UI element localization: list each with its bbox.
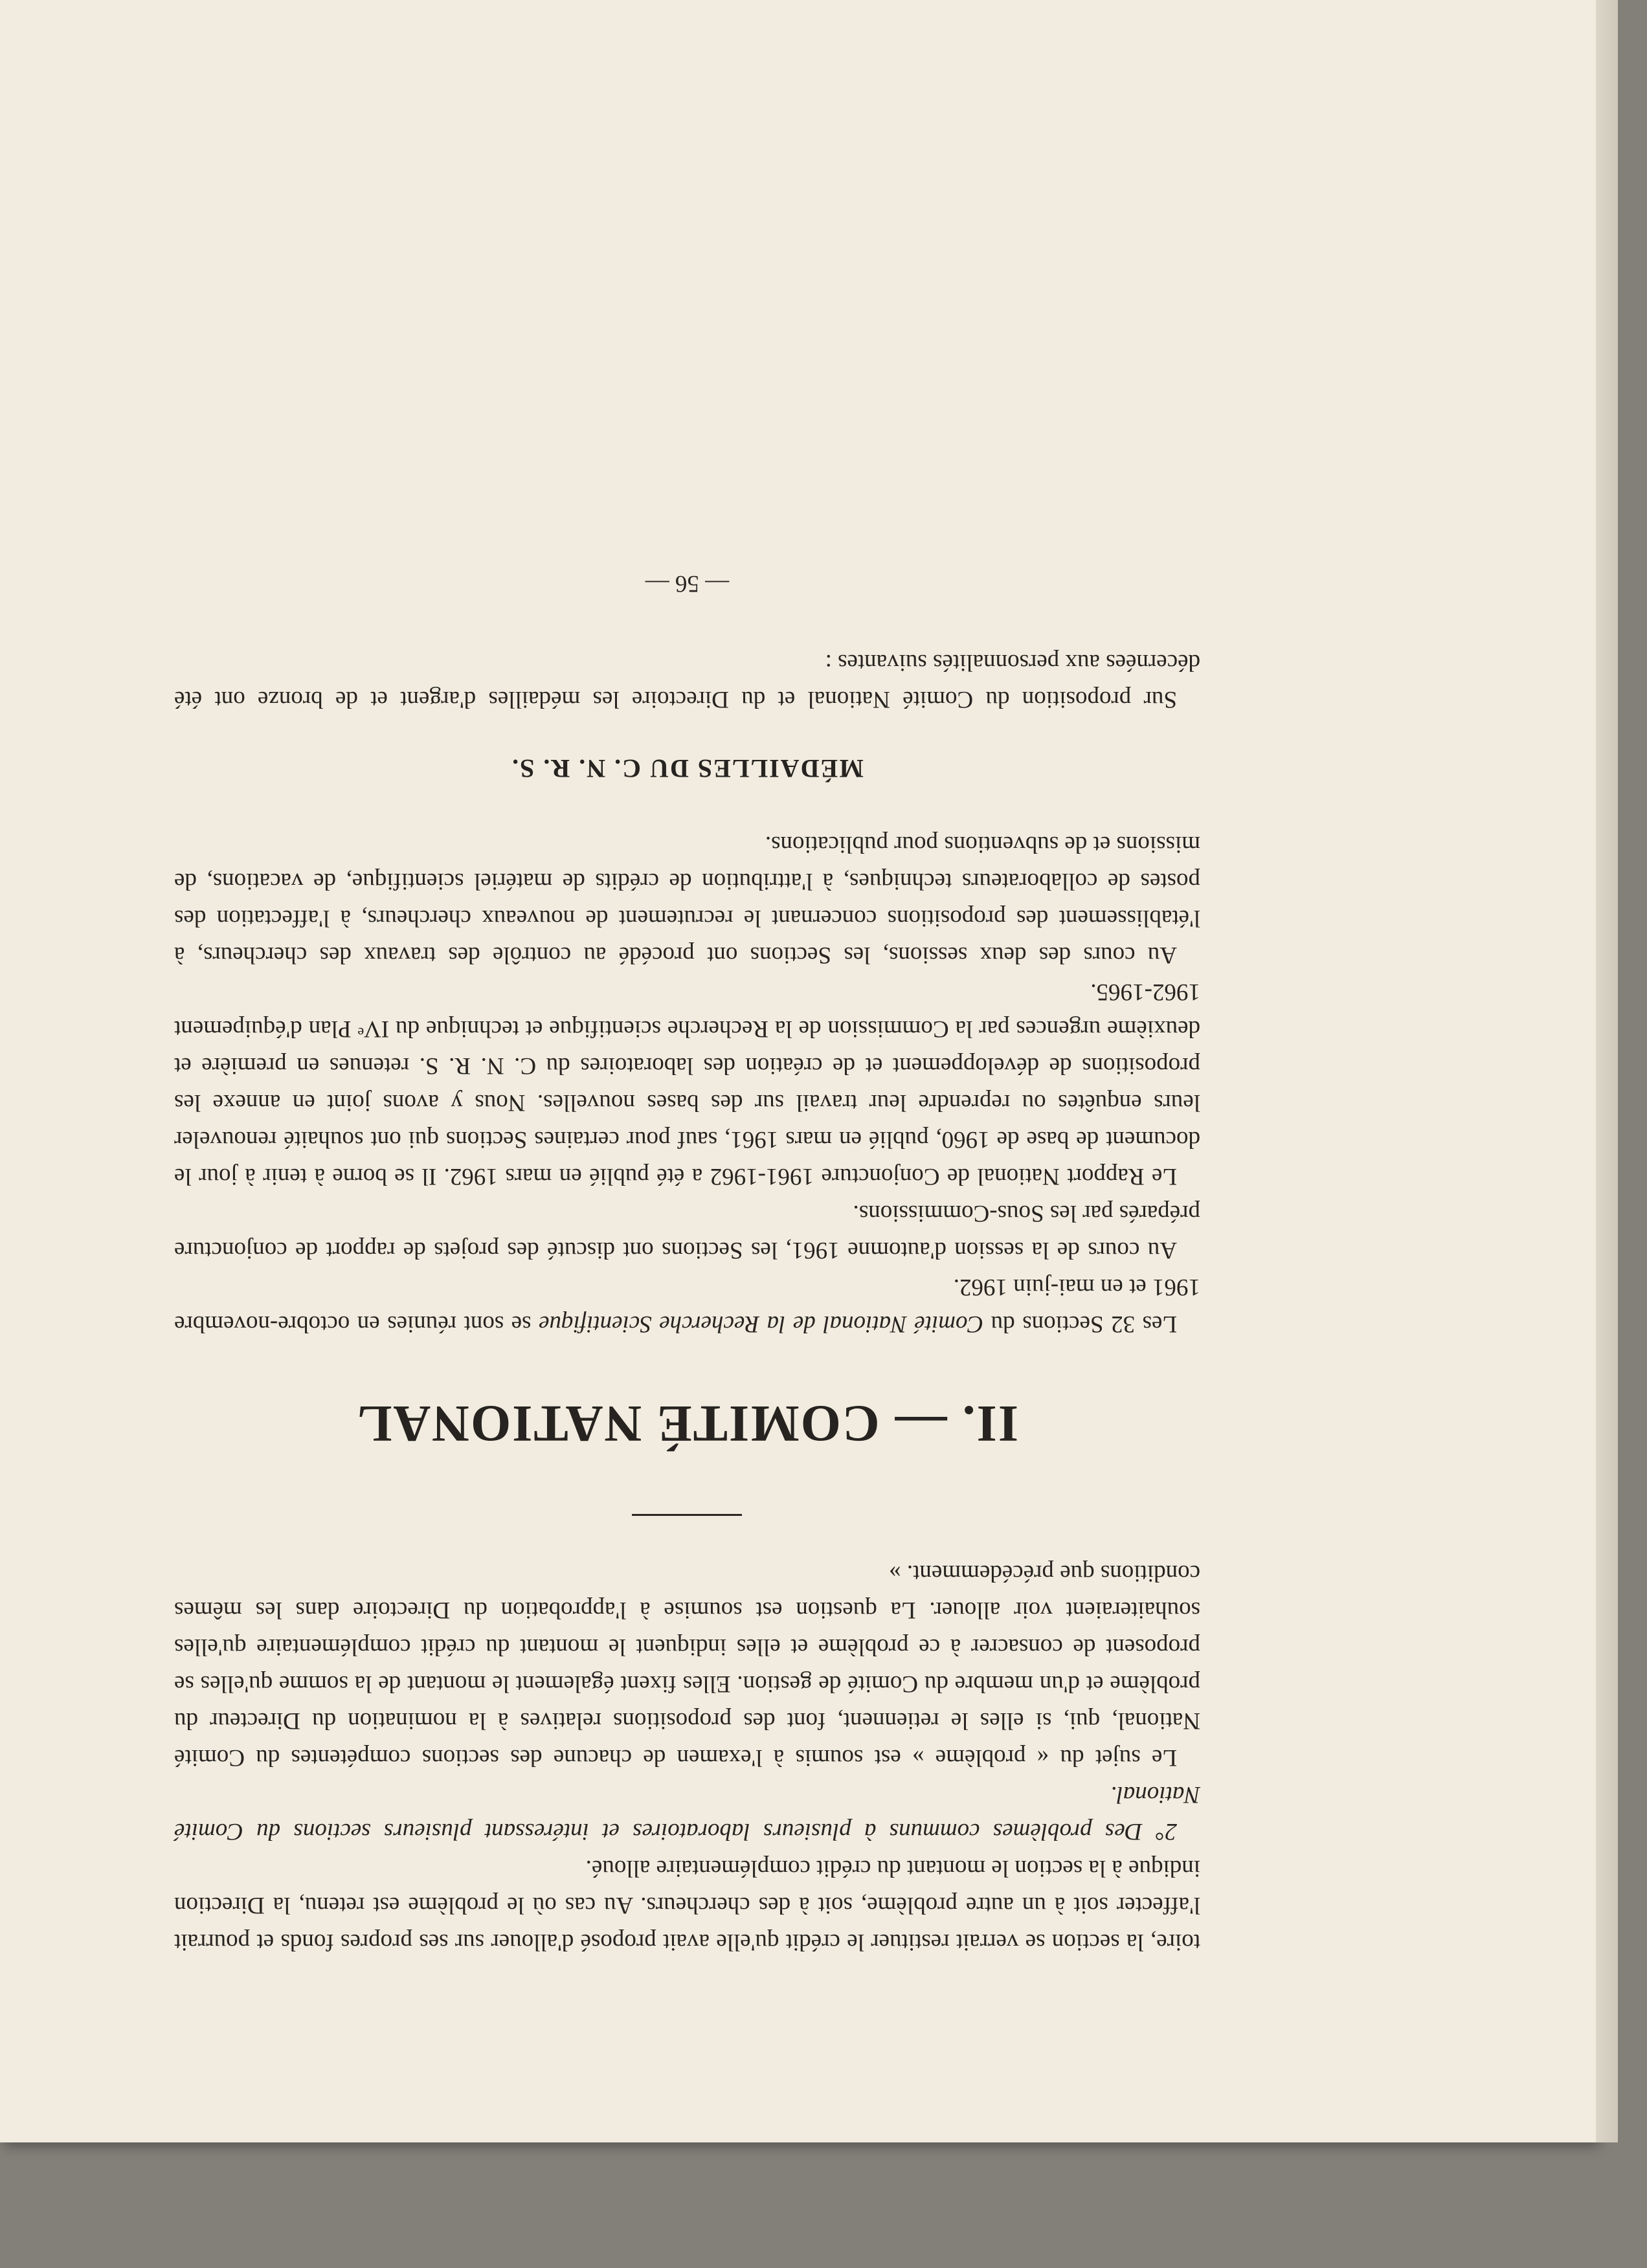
text-run-italic: Comité National de la Recherche Scientifique [539, 1311, 984, 1337]
paragraph [174, 1269, 1200, 1342]
text-run: se sont réunies en octobre-novembre 1961 et en mai-juin 1962. [174, 1274, 1200, 1337]
paragraph-continuation: toire, la section se verrait restituer le crédit qu'elle avait proposé d'allouer sur ses propres fonds et pourrait l'affecter soit à un autre problème, soit à des chercheurs. Au cas où le problème est retenu, la Direction indique à la section le montant du crédit complémentaire alloué. [174, 1855, 1200, 1955]
paragraph: Sur proposition du Comité National et du Directoire les médailles d'argent et de bronze ont été décernées aux personnalités suivantes : [174, 649, 1200, 713]
paragraph-heading-italic: 2° Des problèmes communs à plusieurs laboratoires et intéressant plusieurs sections du Comité National. [174, 1781, 1200, 1845]
text-run: Les 32 Sections du [983, 1311, 1177, 1337]
page-number: — 56 — [645, 570, 730, 597]
section-title: II. — COMITÉ NATIONAL [356, 1395, 1018, 1452]
subsection-title: MÉDAILLES DU C. N. R. S. [511, 754, 864, 783]
paragraph: Le Rapport National de Conjoncture 1961-1962 a été publié en mars 1962. Il se borne à tenir à jour le document de base de 1960, publié en mars 1961, sauf pour certaines Sections qui ont souhaité renouveler leurs enquêtes ou reprendre leur travail sur des bases nouvelles. Nous y avons joint en annexe les propositions de développement et de création des laboratoires du C. N. R. S. retenues en première et deuxième urgences par la Commission de la Recherche scientifique et technique du IVᵉ Plan d'équipement 1962-1965. [174, 979, 1200, 1190]
paragraph: Le sujet du « problème » est soumis à l'examen de chacune des sections compétentes du Comité National, qui, si elles le retiennent, font des propositions relatives à la nomination du Directeur du problème et d'un membre du Comité de gestion. Elles fixent également le montant de la somme qu'elles se proposent de consacrer à ce problème et elles indiquent le montant du crédit complémentaire qu'elles souhaiteraient voir allouer. La question est soumise à l'approbation du Directoire dans les mêmes conditions que précédemment. » [174, 1560, 1200, 1771]
separator-rule [633, 1514, 743, 1516]
text-block [174, 565, 1200, 1961]
paragraph: Au cours de la session d'automne 1961, les Sections ont discuté des projets de rapport de conjoncture préparés par les Sous-Commissions. [174, 1200, 1200, 1263]
paragraph: Au cours des deux sessions, les Sections ont procédé au contrôle des travaux des chercheurs, à l'établissement des propositions concernant le recrutement de nouveaux chercheurs, à l'affectation des postes de collaborateurs techniques, à l'attribution de crédits de matériel scientifique, de vacations, de missions et de subventions pour publications. [174, 831, 1200, 968]
